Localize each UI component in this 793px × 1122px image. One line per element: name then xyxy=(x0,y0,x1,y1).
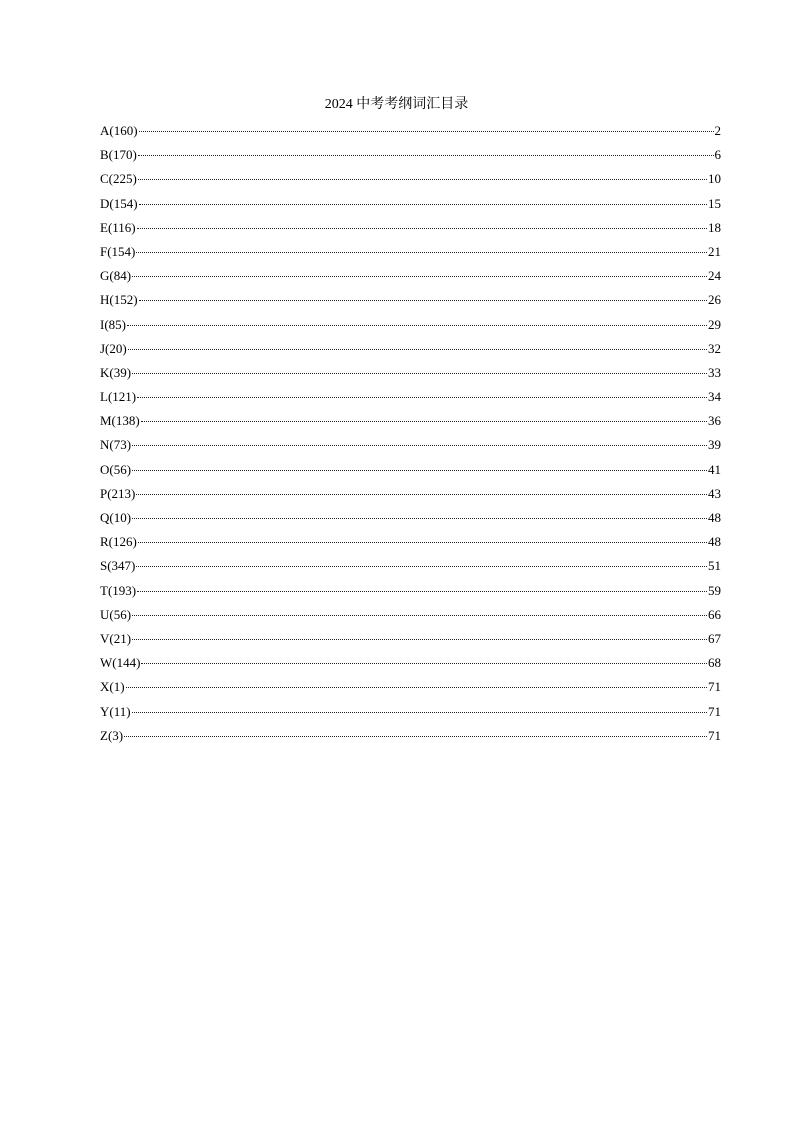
toc-entry[interactable] xyxy=(100,629,721,653)
dot-leader xyxy=(132,372,707,374)
toc-entry-label: J(20) xyxy=(100,340,127,356)
toc-entry[interactable] xyxy=(100,145,721,169)
toc-entry-label: O(56) xyxy=(100,461,132,477)
toc-entry-page-number: 43 xyxy=(708,485,721,501)
dot-leader xyxy=(132,444,707,446)
toc-entry-label: Z(3) xyxy=(100,727,124,743)
toc-entry[interactable] xyxy=(100,169,721,193)
toc-entry[interactable] xyxy=(100,484,721,508)
dot-leader xyxy=(136,493,707,495)
toc-entry[interactable] xyxy=(100,290,721,314)
toc-entry[interactable] xyxy=(100,702,721,726)
dot-leader xyxy=(132,275,707,277)
toc-entry-page-number: 67 xyxy=(708,630,721,646)
toc-entry-page-number: 71 xyxy=(708,727,721,743)
toc-entry-label: V(21) xyxy=(100,630,132,646)
toc-entry-label: L(121) xyxy=(100,389,137,405)
toc-entry-label: F(154) xyxy=(100,243,136,259)
toc-entry-label: U(56) xyxy=(100,606,132,622)
toc-entry-label: W(144) xyxy=(100,655,141,671)
toc-entry-label: D(154) xyxy=(100,195,138,211)
toc-entry-page-number: 34 xyxy=(708,389,721,405)
dot-leader xyxy=(139,203,707,205)
toc-entry-page-number: 66 xyxy=(708,606,721,622)
dot-leader xyxy=(141,420,707,422)
toc-entry-label: I(85) xyxy=(100,316,126,332)
dot-leader xyxy=(136,565,707,567)
toc-entry-page-number: 68 xyxy=(708,655,721,671)
dot-leader xyxy=(124,735,707,737)
toc-entry[interactable] xyxy=(100,339,721,363)
toc-entry-page-number: 15 xyxy=(708,195,721,211)
toc-entry[interactable] xyxy=(100,581,721,605)
toc-entry-label: E(116) xyxy=(100,219,136,235)
toc-entry-page-number: 6 xyxy=(714,147,721,163)
dot-leader xyxy=(138,154,714,156)
table-of-contents xyxy=(100,121,721,750)
toc-entry[interactable] xyxy=(100,266,721,290)
toc-entry[interactable] xyxy=(100,363,721,387)
toc-entry-label: C(225) xyxy=(100,171,137,187)
toc-entry[interactable] xyxy=(100,605,721,629)
toc-entry[interactable] xyxy=(100,726,721,750)
toc-entry-page-number: 48 xyxy=(708,510,721,525)
toc-entry[interactable] xyxy=(100,556,721,580)
toc-entry-label: H(152) xyxy=(100,292,138,308)
toc-entry-page-number: 59 xyxy=(708,582,721,598)
toc-entry[interactable] xyxy=(100,218,721,242)
dot-leader xyxy=(137,590,707,592)
toc-entry[interactable] xyxy=(100,532,721,556)
toc-entry-label: S(347) xyxy=(100,558,136,574)
toc-entry-label: R(126) xyxy=(100,534,137,550)
toc-entry-label: M(138) xyxy=(100,413,140,429)
toc-entry[interactable] xyxy=(100,194,721,218)
toc-entry-page-number: 2 xyxy=(714,123,721,138)
toc-entry-page-number: 33 xyxy=(708,364,721,380)
toc-entry-label: Y(11) xyxy=(100,703,131,719)
toc-entry-page-number: 71 xyxy=(708,703,721,719)
toc-entry-page-number: 36 xyxy=(708,413,721,429)
dot-leader xyxy=(141,662,707,664)
dot-leader xyxy=(139,130,714,132)
toc-entry-page-number: 18 xyxy=(708,219,721,235)
toc-entry[interactable] xyxy=(100,121,721,145)
dot-leader xyxy=(137,396,707,398)
toc-entry-page-number: 24 xyxy=(708,268,721,284)
toc-entry[interactable] xyxy=(100,508,721,532)
dot-leader xyxy=(137,227,707,229)
dot-leader xyxy=(132,517,707,519)
toc-entry-label: K(39) xyxy=(100,364,132,380)
toc-entry-page-number: 48 xyxy=(708,534,721,550)
toc-entry-label: X(1) xyxy=(100,679,125,695)
toc-entry-page-number: 29 xyxy=(708,316,721,332)
dot-leader xyxy=(139,299,707,301)
dot-leader xyxy=(138,541,707,543)
toc-entry-label: T(193) xyxy=(100,582,137,598)
toc-entry-label: G(84) xyxy=(100,268,132,284)
toc-entry[interactable] xyxy=(100,387,721,411)
toc-entry-label: B(170) xyxy=(100,147,137,163)
toc-entry[interactable] xyxy=(100,315,721,339)
dot-leader xyxy=(127,324,707,326)
toc-entry-page-number: 32 xyxy=(708,340,721,356)
page-title: 2024 中考考纲词汇目录 xyxy=(324,97,469,112)
toc-entry-page-number: 41 xyxy=(708,461,721,477)
dot-leader xyxy=(128,348,707,350)
dot-leader xyxy=(138,178,707,180)
dot-leader xyxy=(132,711,707,713)
toc-entry[interactable] xyxy=(100,411,721,435)
toc-entry[interactable] xyxy=(100,460,721,484)
toc-entry-label: N(73) xyxy=(100,437,132,453)
toc-entry-page-number: 21 xyxy=(708,243,721,259)
toc-entry[interactable] xyxy=(100,677,721,701)
toc-entry-page-number: 51 xyxy=(708,558,721,574)
toc-entry[interactable] xyxy=(100,242,721,266)
dot-leader xyxy=(132,614,707,616)
dot-leader xyxy=(136,251,707,253)
toc-entry-page-number: 39 xyxy=(708,437,721,453)
toc-entry-page-number: 10 xyxy=(708,171,721,187)
toc-entry-page-number: 71 xyxy=(708,679,721,695)
toc-entry-label: Q(10) xyxy=(100,510,132,525)
toc-entry-page-number: 26 xyxy=(708,292,721,308)
toc-entry[interactable] xyxy=(100,653,721,677)
toc-entry[interactable] xyxy=(100,435,721,459)
toc-entry-label: P(213) xyxy=(100,485,136,501)
dot-leader xyxy=(132,469,707,471)
dot-leader xyxy=(126,686,707,688)
dot-leader xyxy=(132,638,707,640)
toc-entry-label: A(160) xyxy=(100,123,138,138)
